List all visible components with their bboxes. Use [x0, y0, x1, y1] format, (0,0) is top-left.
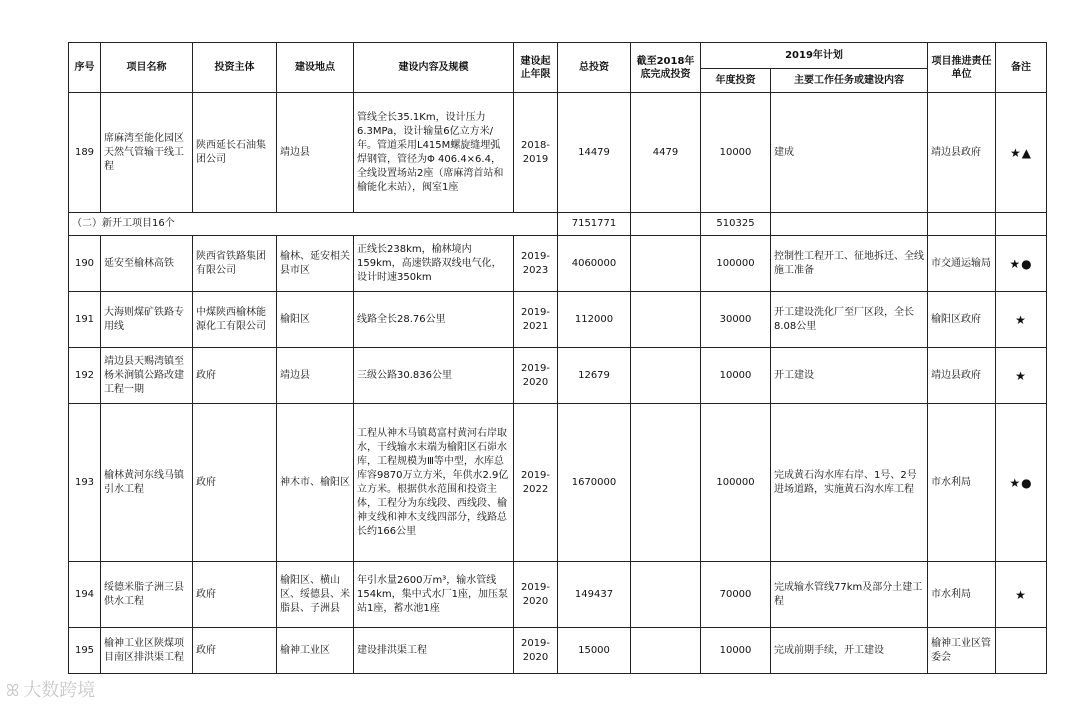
table-row [69, 628, 1047, 674]
header-seq: 序号 [69, 43, 101, 93]
section-remark [996, 213, 1047, 236]
section-total: 7151771 [558, 213, 631, 236]
table-row [69, 562, 1047, 628]
cell-tasks: 控制性工程开工、征地拆迁、全线施工准备 [771, 236, 928, 292]
cell-total: 15000 [558, 628, 631, 674]
cell-done2018 [631, 348, 701, 404]
header-done2018: 截至2018年底完成投资 [631, 43, 701, 93]
cell-name: 榆神工业区陕煤项目南区排洪渠工程 [101, 628, 193, 674]
header-total: 总投资 [558, 43, 631, 93]
cell-remark: ★● [996, 404, 1047, 562]
cell-investor: 政府 [193, 348, 277, 404]
header-annual: 年度投资 [701, 69, 771, 93]
cell-name: 绥德米脂子洲三县供水工程 [101, 562, 193, 628]
cell-period: 2019-2022 [514, 404, 558, 562]
cell-content: 工程从神木马镇葛富村黄河右岸取水，干线输水末端为榆阳区石峁水库，工程规模为Ⅲ等中型，水库总库容9870万立方米，年供水2.9亿立方米。根据供水范围和投资主体，工程分为东线段、西线段、榆神支线和神木支线四部分，线路总长约166公里 [354, 404, 514, 562]
cell-tasks: 建成 [771, 93, 928, 213]
table-row [69, 404, 1047, 562]
cell-period: 2019-2021 [514, 292, 558, 348]
section-label: （二）新开工项目16个 [69, 213, 558, 236]
cell-name: 席麻湾至能化园区天然气管输干线工程 [101, 93, 193, 213]
cell-annual: 10000 [701, 348, 771, 404]
cell-total: 112000 [558, 292, 631, 348]
cell-investor: 政府 [193, 628, 277, 674]
table-row [69, 236, 1047, 292]
cell-name: 靖边县天赐湾镇至杨米涧镇公路改建工程一期 [101, 348, 193, 404]
cell-location: 榆阳区、横山区、绥德县、米脂县、子洲县 [277, 562, 354, 628]
cell-annual: 30000 [701, 292, 771, 348]
cell-investor: 政府 [193, 562, 277, 628]
cell-remark: ★▲ [996, 93, 1047, 213]
cell-tasks: 完成输水管线77km及部分土建工程 [771, 562, 928, 628]
cell-content: 管线全长35.1Km，设计压力6.3MPa，设计输量6亿立方米/年。管道采用L415M螺旋缝埋弧焊钢管，管径为Φ 406.4×6.4，全线设置场站2座（席麻湾首站和榆能化末站），阀室1座 [354, 93, 514, 213]
cell-seq: 192 [69, 348, 101, 404]
cell-period: 2019-2020 [514, 562, 558, 628]
header-unit: 项目推进责任单位 [928, 43, 996, 93]
cell-seq: 193 [69, 404, 101, 562]
cell-total: 149437 [558, 562, 631, 628]
cell-investor: 陕西省铁路集团有限公司 [193, 236, 277, 292]
table-row [69, 292, 1047, 348]
header-period: 建设起止年限 [514, 43, 558, 93]
cell-remark [996, 628, 1047, 674]
cell-seq: 195 [69, 628, 101, 674]
cell-unit: 市水利局 [928, 404, 996, 562]
cell-total: 4060000 [558, 236, 631, 292]
cell-content: 正线长238km，榆林境内159km，高速铁路双线电气化，设计时速350km [354, 236, 514, 292]
table-row [69, 348, 1047, 404]
header-plan2019: 2019年计划 [701, 43, 928, 69]
cell-done2018: 4479 [631, 93, 701, 213]
cell-content: 三级公路30.836公里 [354, 348, 514, 404]
cell-annual: 10000 [701, 93, 771, 213]
cell-location: 靖边县 [277, 348, 354, 404]
cell-location: 榆神工业区 [277, 628, 354, 674]
cell-content: 年引水量2600万m³，输水管线154km，集中式水厂1座，加压泵站1座，蓄水池1座 [354, 562, 514, 628]
cell-name: 榆林黄河东线马镇引水工程 [101, 404, 193, 562]
header-location: 建设地点 [277, 43, 354, 93]
cell-location: 榆阳区 [277, 292, 354, 348]
cell-location: 靖边县 [277, 93, 354, 213]
cell-period: 2019-2020 [514, 348, 558, 404]
cell-unit: 榆阳区政府 [928, 292, 996, 348]
cell-tasks: 开工建设 [771, 348, 928, 404]
header-investor: 投资主体 [193, 43, 277, 93]
cell-annual: 100000 [701, 236, 771, 292]
cell-remark: ★ [996, 292, 1047, 348]
section-row [69, 213, 1047, 236]
table-row [69, 93, 1047, 213]
section-done2018 [631, 213, 701, 236]
section-tasks [771, 213, 928, 236]
cell-total: 1670000 [558, 404, 631, 562]
cell-remark: ★ [996, 348, 1047, 404]
section-unit [928, 213, 996, 236]
cell-period: 2019-2020 [514, 628, 558, 674]
cell-seq: 194 [69, 562, 101, 628]
header-tasks: 主要工作任务或建设内容 [771, 69, 928, 93]
cell-done2018 [631, 562, 701, 628]
cell-total: 14479 [558, 93, 631, 213]
cell-total: 12679 [558, 348, 631, 404]
cell-content: 线路全长28.76公里 [354, 292, 514, 348]
cell-seq: 191 [69, 292, 101, 348]
cell-tasks: 完成前期手续，开工建设 [771, 628, 928, 674]
weibo-logo-icon: ꕤ [6, 681, 20, 700]
cell-unit: 榆神工业区管委会 [928, 628, 996, 674]
cell-done2018 [631, 404, 701, 562]
cell-annual: 70000 [701, 562, 771, 628]
cell-unit: 市水利局 [928, 562, 996, 628]
cell-remark: ★● [996, 236, 1047, 292]
cell-content: 建设排洪渠工程 [354, 628, 514, 674]
cell-done2018 [631, 628, 701, 674]
project-table [68, 42, 1047, 674]
cell-done2018 [631, 292, 701, 348]
cell-location: 榆林、延安相关县市区 [277, 236, 354, 292]
cell-tasks: 完成黄石沟水库右岸、1号、2号进场道路，实施黄石沟水库工程 [771, 404, 928, 562]
cell-remark: ★ [996, 562, 1047, 628]
cell-unit: 市交通运输局 [928, 236, 996, 292]
header-name: 项目名称 [101, 43, 193, 93]
cell-investor: 陕西延长石油集团公司 [193, 93, 277, 213]
cell-annual: 100000 [701, 404, 771, 562]
section-annual: 510325 [701, 213, 771, 236]
cell-name: 大海则煤矿铁路专用线 [101, 292, 193, 348]
cell-seq: 189 [69, 93, 101, 213]
cell-investor: 政府 [193, 404, 277, 562]
cell-period: 2018-2019 [514, 93, 558, 213]
watermark-text: 大数跨境 [23, 680, 96, 701]
cell-period: 2019-2023 [514, 236, 558, 292]
watermark [6, 676, 95, 702]
header-content: 建设内容及规模 [354, 43, 514, 93]
cell-annual: 10000 [701, 628, 771, 674]
cell-unit: 靖边县政府 [928, 348, 996, 404]
cell-unit: 靖边县政府 [928, 93, 996, 213]
cell-name: 延安至榆林高铁 [101, 236, 193, 292]
cell-investor: 中煤陕西榆林能源化工有限公司 [193, 292, 277, 348]
cell-tasks: 开工建设洗化厂至厂区段，全长8.08公里 [771, 292, 928, 348]
cell-done2018 [631, 236, 701, 292]
cell-seq: 190 [69, 236, 101, 292]
cell-location: 神木市、榆阳区 [277, 404, 354, 562]
header-remark: 备注 [996, 43, 1047, 93]
